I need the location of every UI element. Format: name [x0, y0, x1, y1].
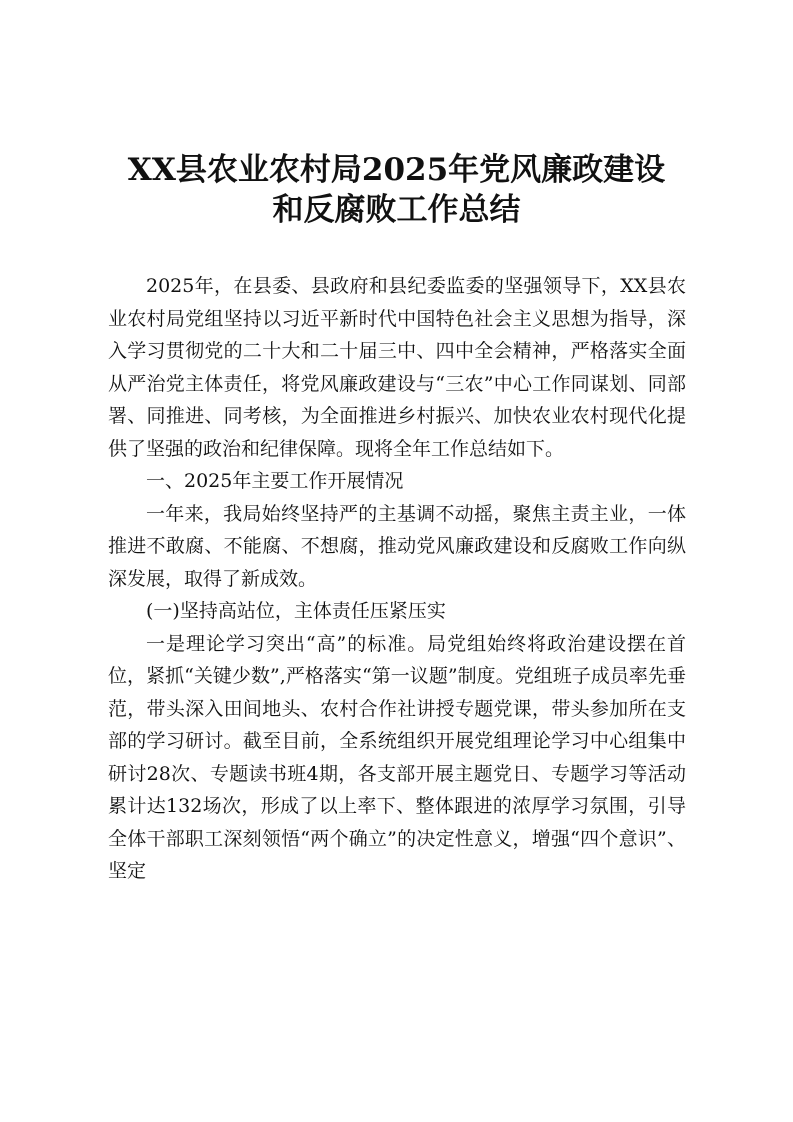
subsection-heading-1: (一)坚持高站位，主体责任压紧压实: [146, 600, 446, 622]
section-1-paragraph: 一年来，我局始终坚持严的主基调不动摇，聚焦主责主业，一体推进不敢腐、不能腐、不想腐，推动党风廉政建设和反腐败工作向纵深发展，取得了新成效。: [108, 502, 686, 590]
subsection-1-paragraph: 一是理论学习突出“高”的标准。局党组始终将政治建设摆在首位，紧抓“关键少数”,严格落实“第一议题”制度。党组班子成员率先垂范，带头深入田间地头、农村合作社讲授专题党课，带头参加所在支部的学习研讨。截至目前，全系统组织开展党组理论学习中心组集中研讨28次、专题读书班4期，各支部开展主题党日、专题学习等活动累计达132场次，形成了以上率下、整体跟进的浓厚学习氛围，引导全体干部职工深刻领悟“两个确立”的决定性意义，增强“四个意识”、坚定: [108, 632, 686, 882]
document-body: [108, 270, 686, 888]
document-title: [100, 150, 693, 230]
intro-paragraph: 2025年，在县委、县政府和县纪委监委的坚强领导下，XX县农业农村局党组坚持以习近平新时代中国特色社会主义思想为指导，深入学习贯彻党的二十大和二十届三中、四中全会精神，严格落实全面从严治党主体责任，将党风廉政建设与“三农”中心工作同谋划、同部署、同推进、同考核，为全面推进乡村振兴、加快农业农村现代化提供了坚强的政治和纪律保障。现将全年工作总结如下。: [108, 275, 686, 460]
section-heading-1: 一、2025年主要工作开展情况: [146, 470, 404, 492]
title-line-1: XX县农业农村局2025年党风廉政建设: [127, 152, 666, 188]
title-line-2: 和反腐败工作总结: [272, 192, 521, 228]
